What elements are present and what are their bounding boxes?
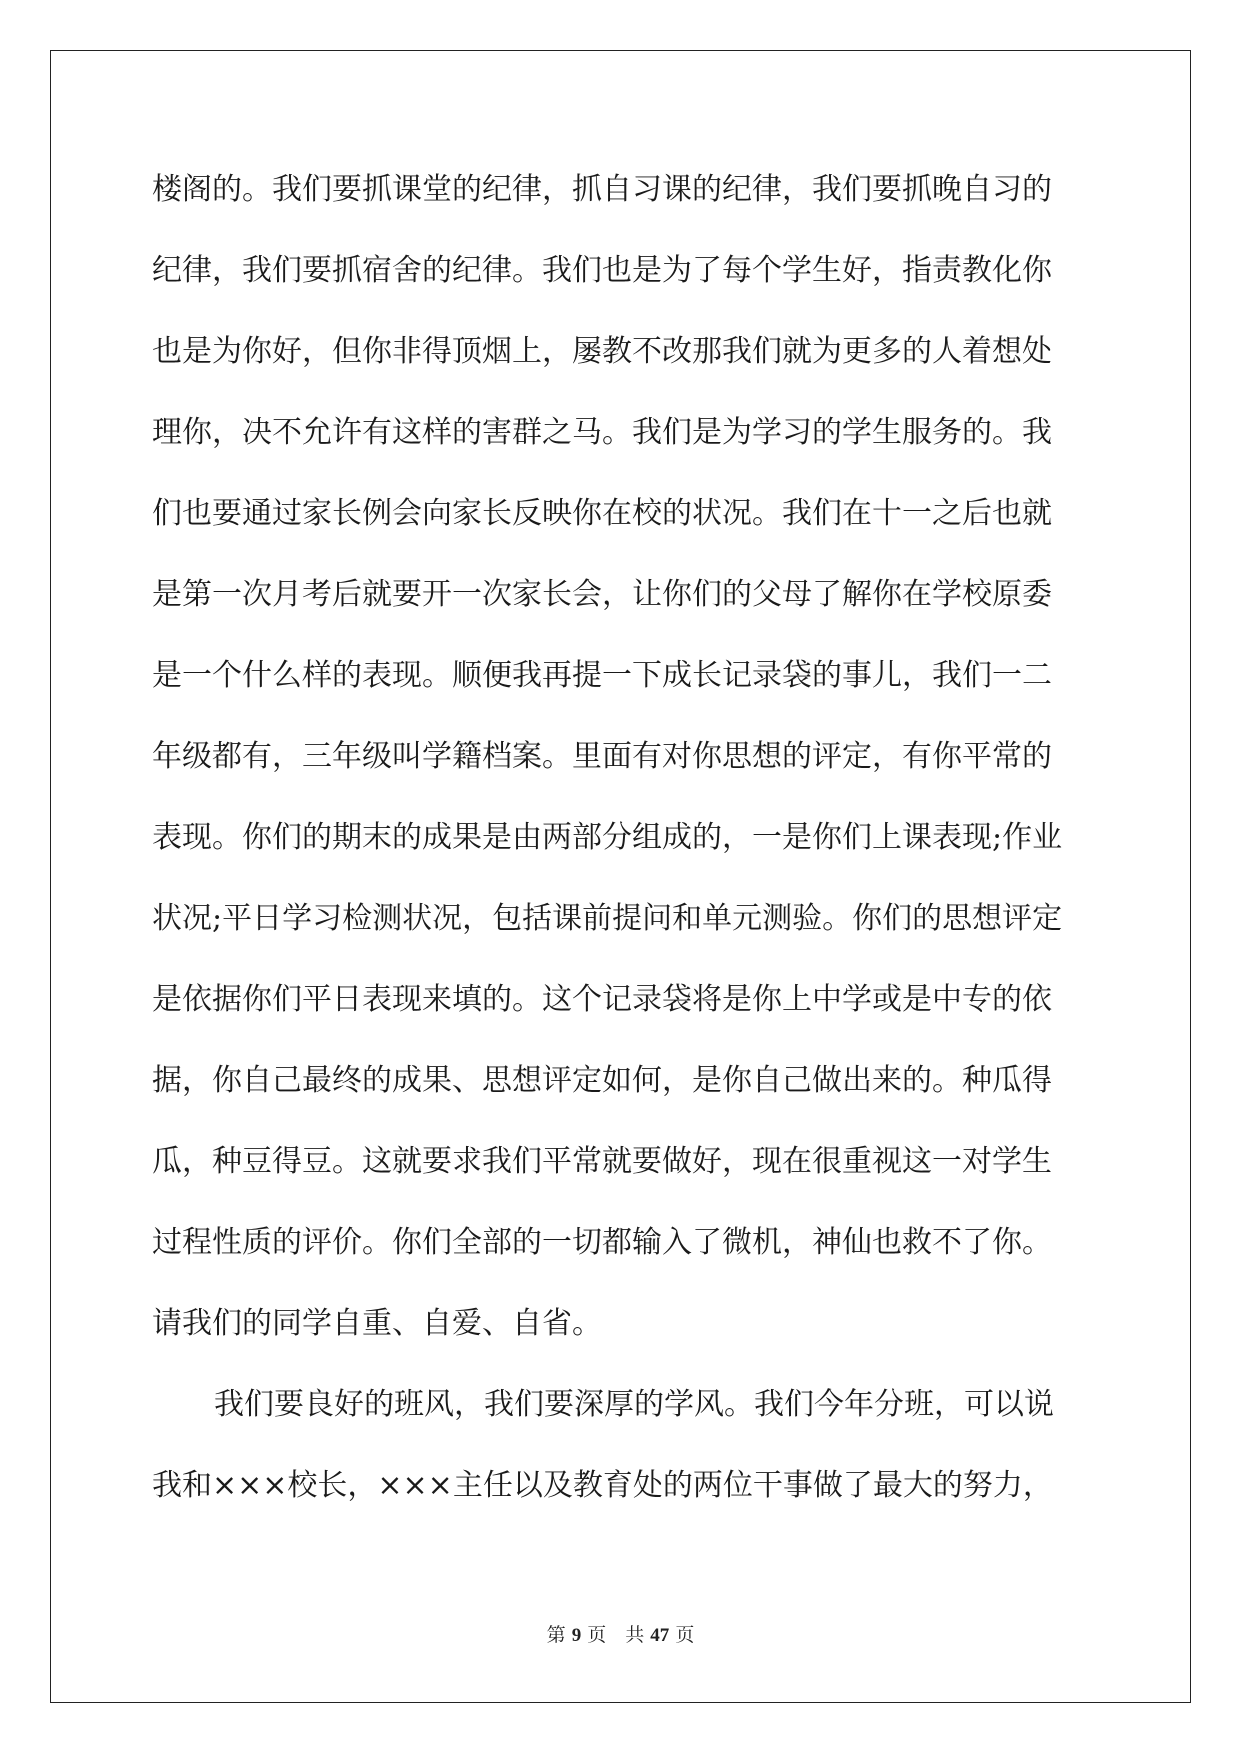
text-line: 是第一次月考后就要开一次家长会，让你们的父母了解你在学校原委: [152, 577, 1052, 612]
text-line: 表现。你们的期末的成果是由两部分组成的，一是你们上课表现;作业: [152, 820, 1063, 855]
text-line: 楼阁的。我们要抓课堂的纪律，抓自习课的纪律，我们要抓晚自习的: [152, 172, 1052, 207]
text-line: 也是为你好，但你非得顶烟上，屡教不改那我们就为更多的人着想处: [152, 334, 1052, 369]
text-line: 据，你自己最终的成果、思想评定如何，是你自己做出来的。种瓜得: [152, 1063, 1052, 1098]
footer-suffix: 页: [675, 1624, 695, 1646]
text-line: 过程性质的评价。你们全部的一切都输入了微机，神仙也救不了你。: [152, 1225, 1052, 1260]
text-line: 是依据你们平日表现来填的。这个记录袋将是你上中学或是中专的依: [152, 982, 1052, 1017]
text-line: 请我们的同学自重、自爱、自省。: [152, 1306, 602, 1341]
text-line: 是一个什么样的表现。顺便我再提一下成长记录袋的事儿，我们一二: [152, 658, 1052, 693]
page-footer: [0, 1620, 1241, 1647]
document-body: [152, 160, 1092, 1537]
text-line: 我和×××校长，×××主任以及教育处的两位干事做了最大的努力，: [152, 1468, 1053, 1503]
footer-prefix: 第: [546, 1624, 566, 1646]
text-line: 纪律，我们要抓宿舍的纪律。我们也是为了每个学生好，指责教化你: [152, 253, 1052, 288]
footer-mid: 页 共: [587, 1624, 645, 1646]
text-line: 理你，决不允许有这样的害群之马。我们是为学习的学生服务的。我: [152, 415, 1052, 450]
paragraph-first-line: 我们要良好的班风，我们要深厚的学风。我们今年分班，可以说: [214, 1387, 1054, 1422]
text-line: 们也要通过家长例会向家长反映你在校的状况。我们在十一之后也就: [152, 496, 1052, 531]
total-pages: 47: [650, 1625, 670, 1646]
text-line: 年级都有，三年级叫学籍档案。里面有对你思想的评定，有你平常的: [152, 739, 1052, 774]
text-line: 瓜，种豆得豆。这就要求我们平常就要做好，现在很重视这一对学生: [152, 1144, 1052, 1179]
text-line: 状况;平日学习检测状况，包括课前提问和单元测验。你们的思想评定: [152, 901, 1063, 936]
page-number: 9: [571, 1625, 582, 1646]
